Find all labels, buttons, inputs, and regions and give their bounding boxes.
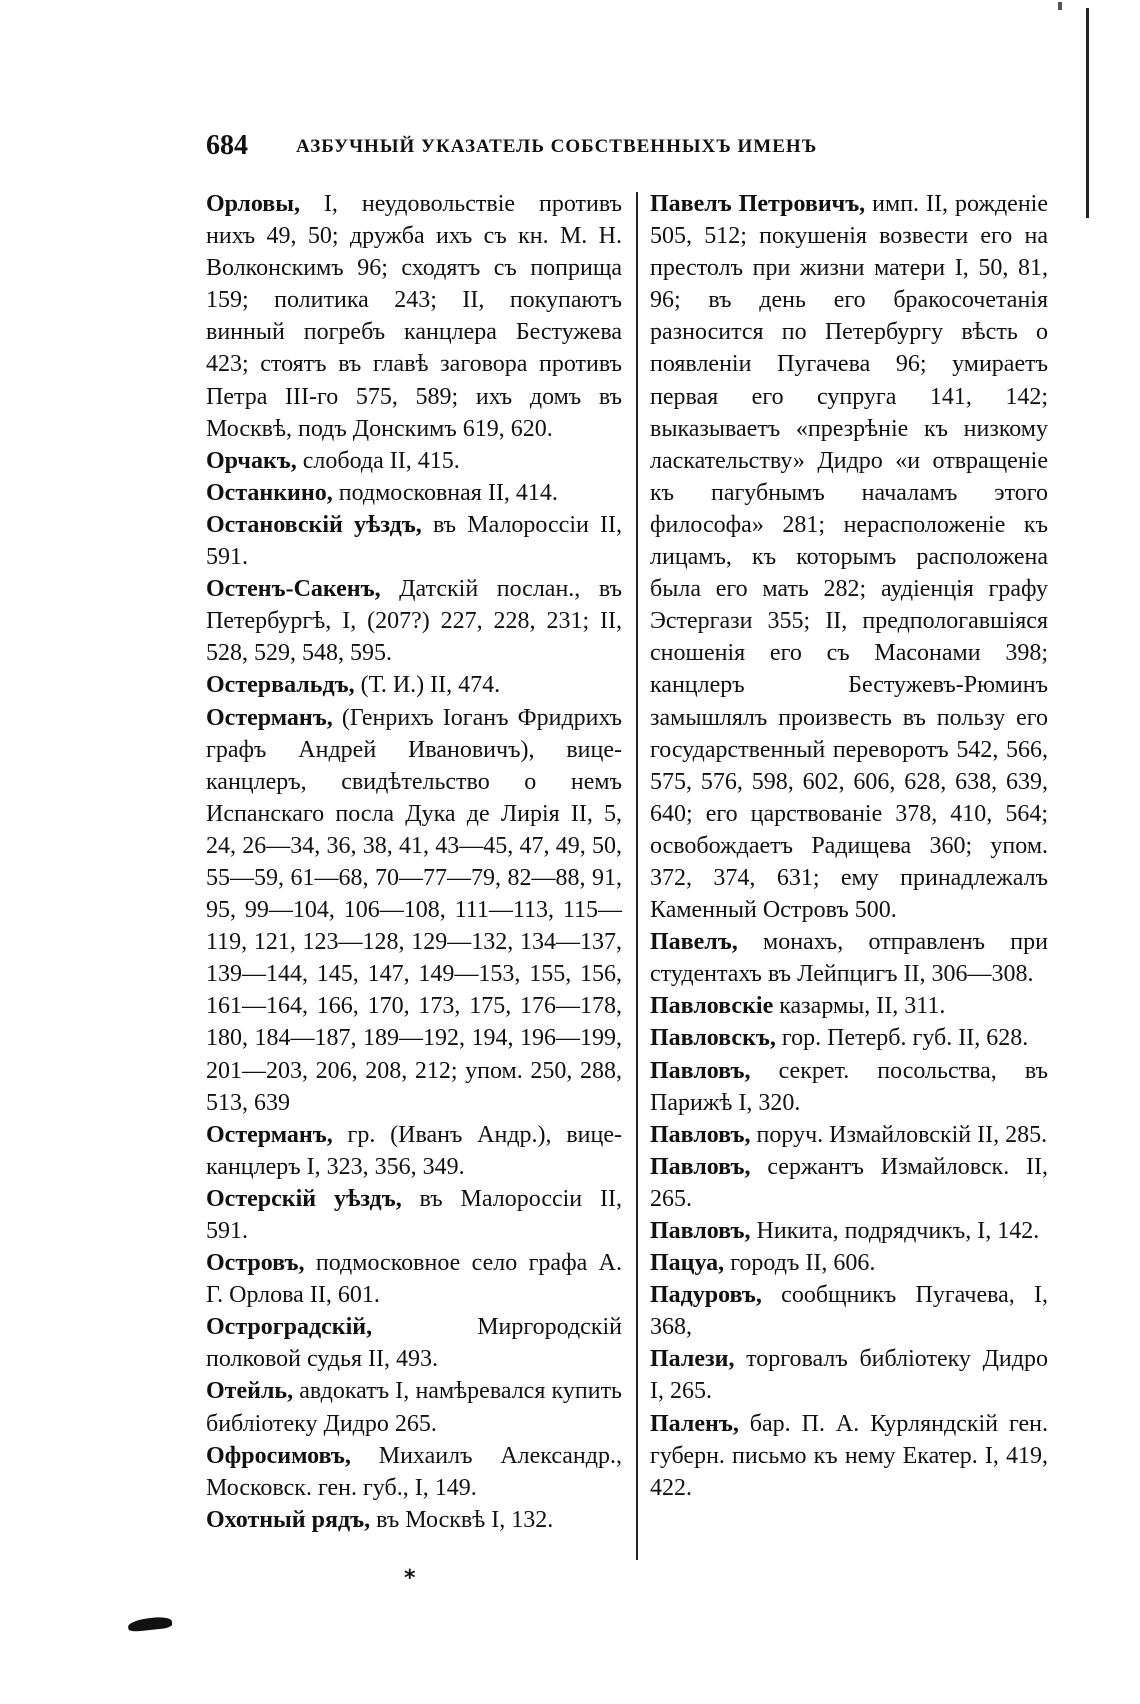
index-entry: [206, 1504, 622, 1536]
index-entry: [206, 1119, 622, 1183]
index-entry: [650, 990, 1048, 1022]
index-entry: [206, 445, 622, 477]
entry-headword: Палези,: [650, 1346, 735, 1373]
entry-headword: Орловы,: [206, 191, 300, 217]
entry-headword: Павловъ,: [650, 1057, 751, 1084]
index-entry: [206, 573, 622, 669]
page-number: 684: [206, 130, 248, 161]
entry-references: торговалъ библіотеку Дидро I, 265.: [650, 1346, 1048, 1405]
entry-headword: Офросимовъ,: [206, 1442, 351, 1469]
index-entry: [650, 1151, 1048, 1215]
entry-references: казармы, II, 311.: [773, 993, 946, 1020]
right-column: [650, 188, 1048, 1504]
index-entry: [206, 1247, 622, 1311]
entry-references: (Генрихъ Іоганъ Фридрихъ графъ Андрей Ивановичъ), вице-канцлеръ, свидѣтельство о немъ Испанскаго посла Дука де Лирія II, 5, 24, 26—34, 36, 38, 41, 43—45, 47, 49, 50, 55—59, 61—68, 70—77—79, 82—88, 91, 95, 99—104, 106—108, 111—113, 115—119, 121, 123—128, 129—132, 134—137, 139—144, 145, 147, 149—153, 155, 156, 161—164, 166, 170, 173, 175, 176—178, 180, 184—187, 189—192, 194, 196—199, 201—203, 206, 208, 212; упом. 250, 288, 513, 639: [206, 704, 622, 1116]
index-entry: [206, 188, 622, 445]
entry-headword: Островъ,: [206, 1250, 305, 1277]
index-entry: [650, 1279, 1048, 1343]
entry-references: городъ II, 606.: [724, 1250, 876, 1277]
index-entry: [650, 1055, 1048, 1119]
entry-headword: Павловъ,: [650, 1153, 751, 1180]
entry-references: гр. (Иванъ Андр.), вице-канцлеръ I, 323, 356, 349.: [206, 1121, 622, 1180]
entry-references: слобода II, 415.: [296, 447, 460, 474]
index-entry: [650, 1119, 1048, 1151]
entry-references: Миргородскій полковой судья II, 493.: [206, 1314, 622, 1373]
scan-edge-line: [1086, 8, 1089, 218]
entry-headword: Орчакъ,: [206, 447, 297, 474]
index-entry: [206, 1440, 622, 1504]
entry-references: подмосковное село графа А. Г. Орлова II, 601.: [206, 1250, 622, 1309]
entry-headword: Остервальдъ,: [206, 672, 355, 699]
index-entry: [206, 509, 622, 573]
entry-headword: Павловъ,: [650, 1218, 751, 1244]
running-header: [206, 130, 1036, 166]
column-divider: [636, 192, 638, 1560]
entry-headword: Павелъ Петровичъ,: [650, 191, 866, 217]
entry-references: секрет. посольства, въ Парижѣ I, 320.: [650, 1057, 1048, 1116]
index-entry: [650, 1247, 1048, 1279]
index-entry: [650, 1022, 1048, 1054]
entry-references: въ Малороссіи II, 591.: [206, 1185, 622, 1244]
entry-references: подмосковная II, 414.: [332, 479, 558, 506]
index-entry: [206, 1375, 622, 1439]
entry-references: I, неудовольствіе противъ нихъ 49, 50; дружба ихъ съ кн. М. Н. Волконскимъ 96; сходятъ съ поприща 159; политика 243; II, покупаютъ винный погребъ канцлера Бестужева 423; стоятъ въ главѣ заговора противъ Петра III-го 575, 589; ихъ домъ въ Москвѣ, подъ Донскимъ 619, 620.: [206, 191, 622, 442]
entry-headword: Павловскъ,: [650, 1025, 776, 1052]
entry-references: гор. Петерб. губ. II, 628.: [775, 1025, 1029, 1052]
entry-references: бар. П. А. Курляндскій ген. губерн. письмо къ нему Екатер. I, 419, 422.: [650, 1410, 1048, 1501]
entry-headword: Остерманъ,: [206, 704, 333, 731]
entry-references: (Т. И.) II, 474.: [354, 672, 501, 699]
index-entry: [650, 1408, 1048, 1504]
scan-speck: [1058, 2, 1062, 10]
index-entry: [650, 188, 1048, 926]
entry-headword: Павловскіе: [650, 993, 774, 1020]
entry-headword: Остроградскій,: [206, 1314, 373, 1341]
signature-mark: *: [404, 1566, 416, 1591]
entry-headword: Остановскій уѣздъ,: [206, 511, 422, 538]
entry-headword: Пацуа,: [650, 1250, 725, 1277]
entry-headword: Паленъ,: [650, 1410, 739, 1437]
entry-references: авдокатъ I, намѣревался купить библіотеку Дидро 265.: [206, 1378, 622, 1437]
entry-references: имп. II, рожденіе 505, 512; покушенія возвести его на престолъ при жизни матери I, 50, 81, 96; въ день его бракосочетанія разносится по Петербургу вѣсть о появленіи Пугачева 96; умираетъ первая его супруга 141, 142; выказываетъ «презрѣніе къ низкому ласкательству» Дидро «и отвращеніе къ пагубнымъ началамъ этого философа» 281; нерасположеніе къ лицамъ, къ которымъ расположена была его мать 282; аудіенція графу Эстергази 355; II, предпологавшіяся сношенія его съ Масонами 398; канцлеръ Бестужевъ-Рюминъ замышлялъ произвесть въ пользу его государственный переворотъ 542, 566, 575, 576, 598, 602, 606, 628, 638, 639, 640; его царствованіе 378, 410, 564; освобождаетъ Радищева 360; упом. 372, 374, 631; ему принадлежалъ Каменный Островъ 500.: [650, 191, 1048, 924]
entry-references: Датскій послан., въ Петербургѣ, I, (207?) 227, 228, 231; II, 528, 529, 548, 595.: [206, 576, 622, 667]
entry-headword: Останкино,: [206, 479, 333, 506]
entry-headword: Остерскій уѣздъ,: [206, 1185, 402, 1212]
entry-headword: Павловъ,: [650, 1121, 751, 1148]
index-entry: [206, 1183, 622, 1247]
entry-headword: Охотный рядъ,: [206, 1506, 371, 1533]
running-title: АЗБУЧНЫЙ УКАЗАТЕЛЬ СОБСТВЕННЫХЪ ИМЕНЪ: [296, 136, 818, 157]
entry-references: въ Малороссіи II, 591.: [206, 511, 622, 571]
entry-references: монахъ, отправленъ при студентахъ въ Лейпцигъ II, 306—308.: [650, 929, 1048, 988]
entry-headword: Падуровъ,: [650, 1282, 762, 1309]
left-column: [206, 188, 622, 1536]
entry-references: Михаилъ Александр., Московск. ген. губ., I, 149.: [206, 1442, 622, 1501]
entry-headword: Павелъ,: [650, 929, 738, 956]
entry-references: сержантъ Измайловск. II, 265.: [650, 1153, 1048, 1212]
index-entry: [650, 1343, 1048, 1407]
entry-headword: Остенъ-Сакенъ,: [206, 576, 381, 603]
index-entry: [206, 702, 622, 1119]
entry-headword: Остерманъ,: [206, 1121, 333, 1148]
entry-headword: Отейль,: [206, 1378, 294, 1405]
index-entry: [650, 1215, 1048, 1247]
index-entry: [206, 1311, 622, 1375]
entry-references: поруч. Измайловскій II, 285.: [750, 1121, 1048, 1148]
index-entry: [650, 926, 1048, 990]
entry-references: Никита, подрядчикъ, I, 142.: [750, 1218, 1040, 1244]
entry-references: въ Москвѣ I, 132.: [370, 1506, 554, 1533]
ink-smudge: [127, 1616, 172, 1633]
entry-references: сообщникъ Пугачева, I, 368,: [650, 1282, 1048, 1341]
index-entry: [206, 477, 622, 509]
index-entry: [206, 669, 622, 701]
